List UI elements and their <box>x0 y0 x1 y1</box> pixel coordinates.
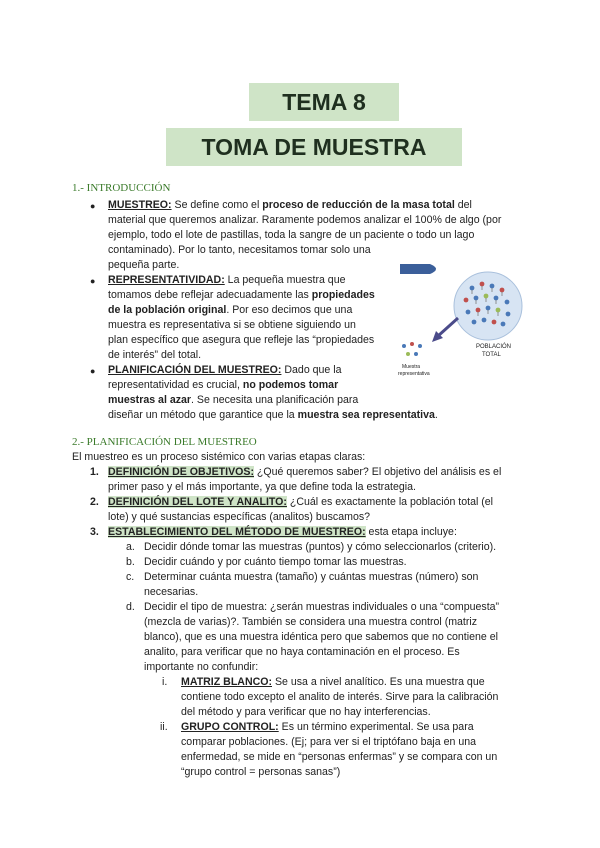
grupo-control-line3: enfermedad, se mide en “personas enfermas” y se compara con un <box>181 751 498 763</box>
matriz-blanco-line1 <box>181 675 485 690</box>
bullet-muestreo-line5: pequeña parte. <box>108 259 180 271</box>
bullet-representatividad-line1 <box>108 273 345 288</box>
subitem-b: Decidir cuándo y por cuánto tiempo tomar las muestras. <box>144 556 407 568</box>
title-tema: TEMA 8 <box>249 83 399 121</box>
subitem-d-line1: Decidir el tipo de muestra: ¿serán muestras individuales o una “compuesta” <box>144 601 500 613</box>
keyword-grupo-control: GRUPO CONTROL: <box>181 721 279 733</box>
subitem-c-line2: necesarias. <box>144 586 199 598</box>
bullet-representatividad-line4: muestra es representativa si se obtiene siguiendo un <box>108 319 356 331</box>
list-letter: a. <box>126 541 135 553</box>
grupo-control-line4: “grupo control = personas sanas”) <box>181 766 341 778</box>
subitem-c-line1: Determinar cuánta muestra (tamaño) y cuántas muestras (número) son <box>144 571 479 583</box>
keyword-muestreo: MUESTREO: <box>108 199 172 211</box>
bullet-muestreo-line3: ejemplo, todo el lote de pastillas, toda la sangre de un paciente o todo un lago <box>108 229 475 241</box>
list-letter: d. <box>126 601 135 613</box>
text: del <box>454 199 472 211</box>
title-toma-de-muestra: TOMA DE MUESTRA <box>166 128 462 166</box>
sample-label-2: representativa <box>398 371 430 377</box>
list-roman: i. <box>162 676 168 688</box>
keyword-establecimiento-metodo: ESTABLECIMIENTO DEL MÉTODO DE MUESTREO: <box>108 526 366 538</box>
text: . <box>434 409 438 421</box>
bullet-planificacion-line3 <box>108 393 358 408</box>
subitem-d-line3: blanco), que es una muestra idéntica pero que sabemos que no contiene el <box>144 631 498 643</box>
bullet-representatividad-line2 <box>108 288 375 303</box>
subitem-d-line5: importante no confundir: <box>144 661 259 673</box>
bold-text: de la población original <box>108 304 227 316</box>
keyword-representatividad: REPRESENTATIVIDAD: <box>108 274 225 286</box>
bold-text: muestra sea representativa <box>297 409 435 421</box>
matriz-blanco-line2: contiene todo excepto el analito de interés. Sirve para la calibración <box>181 691 499 703</box>
grupo-control-line1 <box>181 720 474 735</box>
population-label-2: TOTAL <box>482 352 501 358</box>
population-sample-illustration <box>380 250 530 390</box>
text: esta etapa incluye: <box>365 526 457 538</box>
text: diseñar un método que garantice que la <box>108 409 298 421</box>
text: ¿Qué queremos saber? El objetivo del análisis es el <box>253 466 502 478</box>
text: representatividad es crucial, <box>108 379 243 391</box>
bullet-dot: ● <box>90 201 96 211</box>
text: La pequeña muestra que <box>224 274 346 286</box>
list-letter: c. <box>126 571 135 583</box>
item2-line1 <box>108 495 493 510</box>
section-heading-planificacion: 2.- PLANIFICACIÓN DEL MUESTREO <box>72 436 257 448</box>
grupo-control-line2: comparar poblaciones. (Ej; para ver si el triptófano baja en una <box>181 736 477 748</box>
bullet-planificacion-line1 <box>108 363 342 378</box>
list-roman: ii. <box>160 721 168 733</box>
text: Dado que la <box>281 364 342 376</box>
list-number: 2. <box>90 496 99 508</box>
text: Es un término experimental. Se usa para <box>278 721 474 733</box>
bold-text: no podemos tomar <box>242 379 339 391</box>
bullet-representatividad-line5: plan específico que asegura que refleje las “propiedades <box>108 334 375 346</box>
keyword-planificacion: PLANIFICACIÓN DEL MUESTREO: <box>108 364 282 376</box>
item3-line1 <box>108 525 457 540</box>
section-heading-introduccion: 1.- INTRODUCCIÓN <box>72 182 171 194</box>
matriz-blanco-line3: del método y para verificar que no hay interferencias. <box>181 706 431 718</box>
item1-line1 <box>108 465 501 480</box>
keyword-definicion-objetivos: DEFINICIÓN DE OBJETIVOS: <box>108 466 254 478</box>
text: ¿Cuál es exactamente la población total (el <box>286 496 494 508</box>
subitem-d-line4: analito, para verificar que no haya contaminación en el proceso. Es <box>144 646 460 658</box>
bullet-planificacion-line2 <box>108 378 338 393</box>
section2-intro: El muestreo es un proceso sistémico con varias etapas claras: <box>72 451 366 463</box>
text: . Por eso decimos que una <box>226 304 353 316</box>
bullet-muestreo-line4: contaminado). Por lo tanto, necesitamos tomar solo una <box>108 244 371 256</box>
list-letter: b. <box>126 556 135 568</box>
bold-text: muestras al azar <box>108 394 192 406</box>
bullet-planificacion-line4 <box>108 408 438 423</box>
text: tomamos debe reflejar adecuadamente las <box>108 289 312 301</box>
illustration-svg <box>380 250 530 390</box>
sample-people-icon <box>402 342 422 356</box>
sample-label: Muestra <box>402 364 421 370</box>
bullet-dot: ● <box>90 276 96 286</box>
population-label: POBLACIÓN <box>476 344 512 350</box>
text: Se define como el <box>171 199 263 211</box>
sampling-probe-icon <box>400 264 436 274</box>
subitem-a: Decidir dónde tomar las muestras (puntos) y cómo seleccionarlos (criterio). <box>144 541 497 553</box>
text: . Se necesita una planificación para <box>191 394 359 406</box>
bullet-representatividad-line6: de interés” del total. <box>108 349 202 361</box>
list-number: 1. <box>90 466 99 478</box>
item1-line2: primer paso y el más importante, ya que define toda la estrategia. <box>108 481 416 493</box>
keyword-definicion-lote: DEFINICIÓN DEL LOTE Y ANALITO: <box>108 496 287 508</box>
keyword-matriz-blanco: MATRIZ BLANCO: <box>181 676 273 688</box>
bullet-muestreo-line1 <box>108 198 472 213</box>
list-number: 3. <box>90 526 99 538</box>
subitem-d-line2: (mezcla de varias)?. También se considera una muestra control (matriz <box>144 616 478 628</box>
bullet-muestreo-line2: material que queremos analizar. Raramente podemos analizar el 100% de algo (por <box>108 214 502 226</box>
bullet-dot: ● <box>90 366 96 376</box>
bullet-representatividad-line3 <box>108 303 352 318</box>
text: Se usa a nivel analítico. Es una muestra que <box>272 676 485 688</box>
arrow-icon <box>438 318 458 336</box>
bold-text: proceso de reducción de la masa total <box>262 199 455 211</box>
bold-text: propiedades <box>311 289 375 301</box>
item2-line2: lote) y qué sustancias específicas (analitos) buscamos? <box>108 511 371 523</box>
